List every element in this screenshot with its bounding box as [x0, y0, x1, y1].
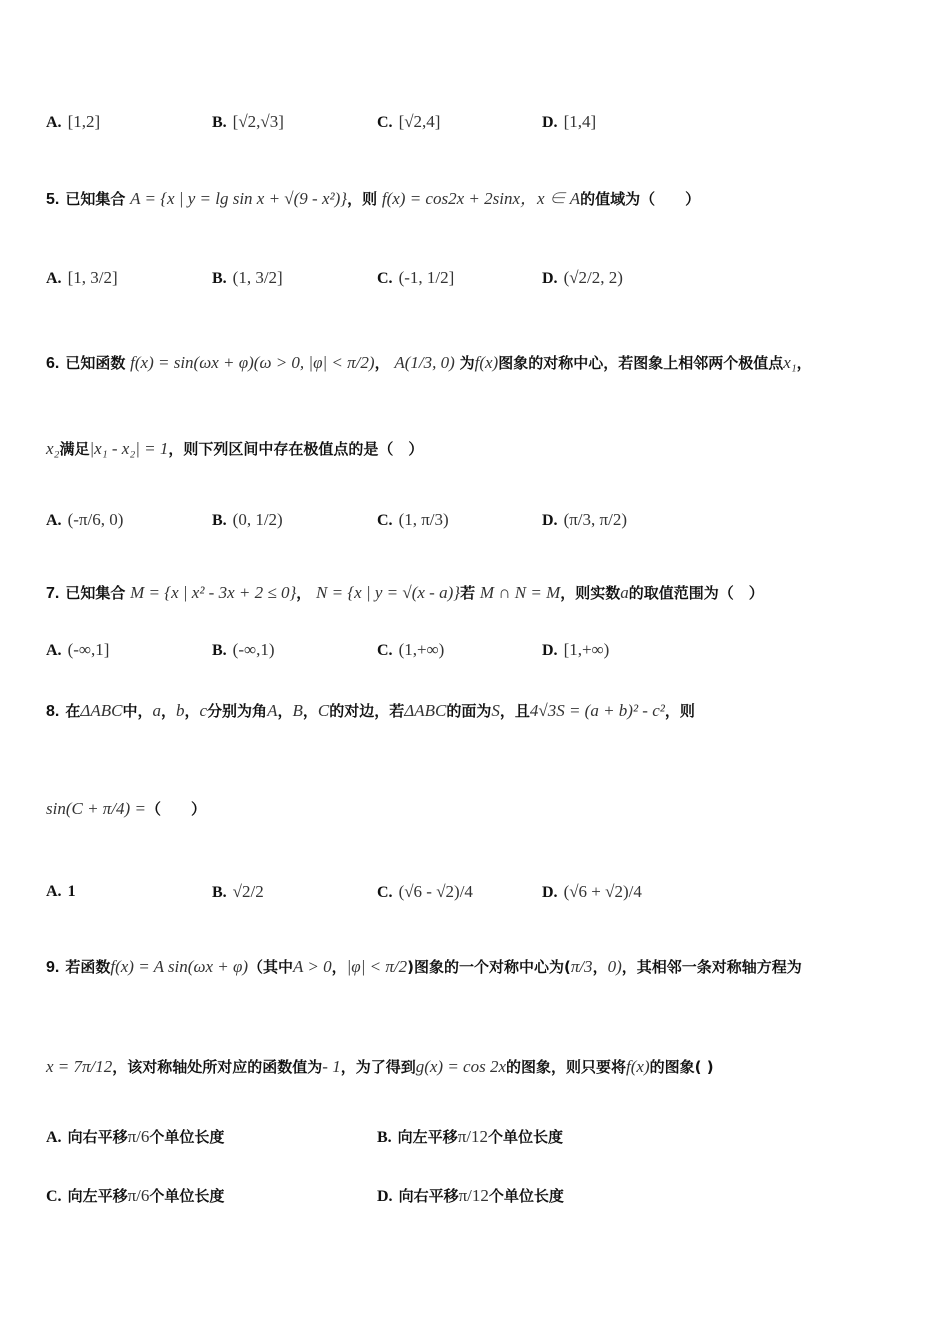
question-6-line-2: x₂满足|x₁ - x₂| = 1，则下列区间中存在极值点的是（ ）	[46, 439, 424, 458]
q9-option-d: D. 向右平移π/12个单位长度	[377, 1186, 564, 1205]
question-8: 8. 在ΔABC中，a，b，c分别为角A，B，C的对边，若ΔABC的面为S，且4√3S = (a + b)² - c²，则	[46, 701, 695, 720]
question-6: 6. 已知函数 f(x) = sin(ωx + φ)(ω > 0, |φ| < π/2)， A(1/3, 0) 为f(x)图象的对称中心，若图象上相邻两个极值点x₁，	[46, 353, 812, 372]
q4-option-b-math: [√2,√3]	[232, 112, 284, 131]
q8-option-d: D. (√6 + √2)/4	[542, 882, 642, 901]
q9-option-a: A. 向右平移π/6个单位长度	[46, 1127, 225, 1146]
question-8-line-2: sin(C + π/4) =（ ）	[46, 799, 206, 818]
q8-option-b: B. √2/2	[212, 882, 264, 901]
q7-option-c: C. (1,+∞)	[377, 640, 445, 659]
q6-option-a: A. (-π/6, 0)	[46, 510, 124, 529]
q7-option-a: A. (-∞,1]	[46, 640, 110, 659]
q8-option-c: C. (√6 - √2)/4	[377, 882, 473, 901]
q5-option-c: C. (-1, 1/2]	[377, 268, 455, 287]
question-5: 5. 已知集合 A = {x | y = lg sin x + √(9 - x²)}，则 f(x) = cos2x + 2sinx，x ∈ A的值域为（ ）	[46, 189, 701, 208]
question-7: 7. 已知集合 M = {x | x² - 3x + 2 ≤ 0}， N = {x | y = √(x - a)}若 M ∩ N = M，则实数a的取值范围为（ ）	[46, 583, 764, 602]
q5-set-a: A = {x | y = lg sin x + √(9 - x²)}	[130, 189, 348, 208]
q9-option-b: B. 向左平移π/12个单位长度	[377, 1127, 564, 1146]
q6-option-b: B. (0, 1/2)	[212, 510, 283, 529]
q4-option-c-math: [√2,4]	[398, 112, 441, 131]
q9-option-c: C. 向左平移π/6个单位长度	[46, 1186, 225, 1205]
q4-option-a-math: [1,2]	[67, 112, 101, 131]
question-9: 9. 若函数f(x) = A sin(ωx + φ)（其中A > 0，|φ| < π/2)图象的一个对称中心为(π/3，0)，其相邻一条对称轴方程为	[46, 957, 802, 976]
q5-function: f(x) = cos2x + 2sinx，x ∈ A	[381, 189, 581, 208]
q5-option-d: D. (√2/2, 2)	[542, 268, 623, 287]
q4-option-c: C. [√2,4]	[377, 112, 441, 131]
q5-option-a: A. [1, 3/2]	[46, 268, 118, 287]
q8-option-a: A. 1	[46, 883, 76, 900]
q7-option-b: B. (-∞,1)	[212, 640, 275, 659]
q4-option-b: B. [√2,√3]	[212, 112, 284, 131]
q6-option-d: D. (π/3, π/2)	[542, 510, 627, 529]
q5-option-b: B. (1, 3/2]	[212, 268, 283, 287]
q7-option-d: D. [1,+∞)	[542, 640, 610, 659]
q4-option-a: A. [1,2]	[46, 112, 101, 131]
q4-option-d: D. [1,4]	[542, 112, 597, 131]
q6-option-c: C. (1, π/3)	[377, 510, 449, 529]
q4-option-d-math: [1,4]	[563, 112, 597, 131]
question-9-line-2: x = 7π/12，该对称轴处所对应的函数值为- 1，为了得到g(x) = cos 2x的图象，则只要将f(x)的图象( )	[46, 1057, 714, 1076]
